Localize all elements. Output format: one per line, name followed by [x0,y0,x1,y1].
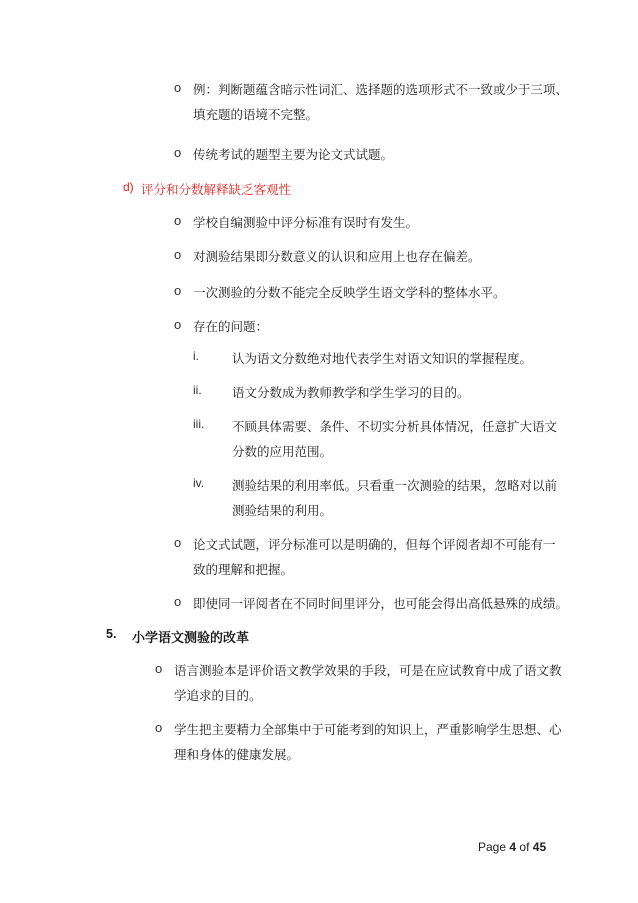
bullet-marker: o [174,317,182,332]
paragraph-line: 学追求的目的。 [174,688,262,703]
footer-total-pages: 45 [532,840,547,854]
bullet-marker: o [174,213,182,228]
paragraph-line: 致的理解和把握。 [193,562,294,577]
subsection-marker: d) [123,180,134,194]
paragraph-line: 存在的问题： [193,319,269,334]
paragraph-line: 即使同一评阅者在不同时间里评分，也可能会得出高低悬殊的成绩。 [193,596,569,611]
paragraph-line: 填充题的语境不完整。 [193,107,319,122]
paragraph-line: 学生把主要精力全部集中于可能考到的知识上，严重影响学生思想、心 [174,722,562,737]
footer-of-word: of [519,840,530,854]
paragraph-line: 测验结果的利用。 [232,503,333,518]
bullet-marker: o [155,661,163,676]
bullet-marker: o [174,594,182,609]
footer-current-page: 4 [509,840,517,854]
roman-marker: iii. [193,417,205,431]
paragraph-line: 语文分数成为教师教学和学生学习的目的。 [232,385,470,400]
footer-page-word: Page [478,840,507,854]
bullet-marker: o [174,283,182,298]
paragraph-line: 测验结果的利用率低。只看重一次测验的结果，忽略对以前 [232,478,558,493]
paragraph-line: 论文式试题，评分标准可以是明确的，但每个评阅者却不可能有一 [193,537,556,552]
roman-marker: iv. [193,476,205,490]
bullet-marker: o [174,247,182,262]
paragraph-line: 传统考试的题型主要为论文式试题。 [193,147,394,162]
paragraph-line: 理和身体的健康发展。 [174,747,300,762]
subsection-title: 评分和分数解释缺乏客观性 [141,182,292,197]
paragraph-line: 对测验结果即分数意义的认识和应用上也存在偏差。 [193,249,481,264]
bullet-marker: o [174,535,182,550]
page-number-footer [478,840,546,854]
roman-marker: ii. [193,383,202,397]
section-number: 5. [106,627,117,641]
bullet-marker: o [174,145,182,160]
paragraph-line: 不顾具体需要、条件、不切实分析具体情况，任意扩大语文 [232,419,558,434]
paragraph-line: 认为语文分数绝对地代表学生对语文知识的掌握程度。 [232,351,533,366]
paragraph-line: 分数的应用范围。 [232,444,333,459]
paragraph-line: 学校自编测验中评分标准有误时有发生。 [193,215,419,230]
paragraph-line: 例：判断题蕴含暗示性词汇、选择题的选项形式不一致或少于三项、 [193,82,569,97]
roman-marker: i. [193,349,199,363]
bullet-marker: o [155,720,163,735]
paragraph-line: 语言测验本是评价语文教学效果的手段，可是在应试教育中成了语文教 [174,663,562,678]
section-title: 小学语文测验的改革 [132,631,250,646]
bullet-marker: o [174,80,182,95]
paragraph-line: 一次测验的分数不能完全反映学生语文学科的整体水平。 [193,285,506,300]
